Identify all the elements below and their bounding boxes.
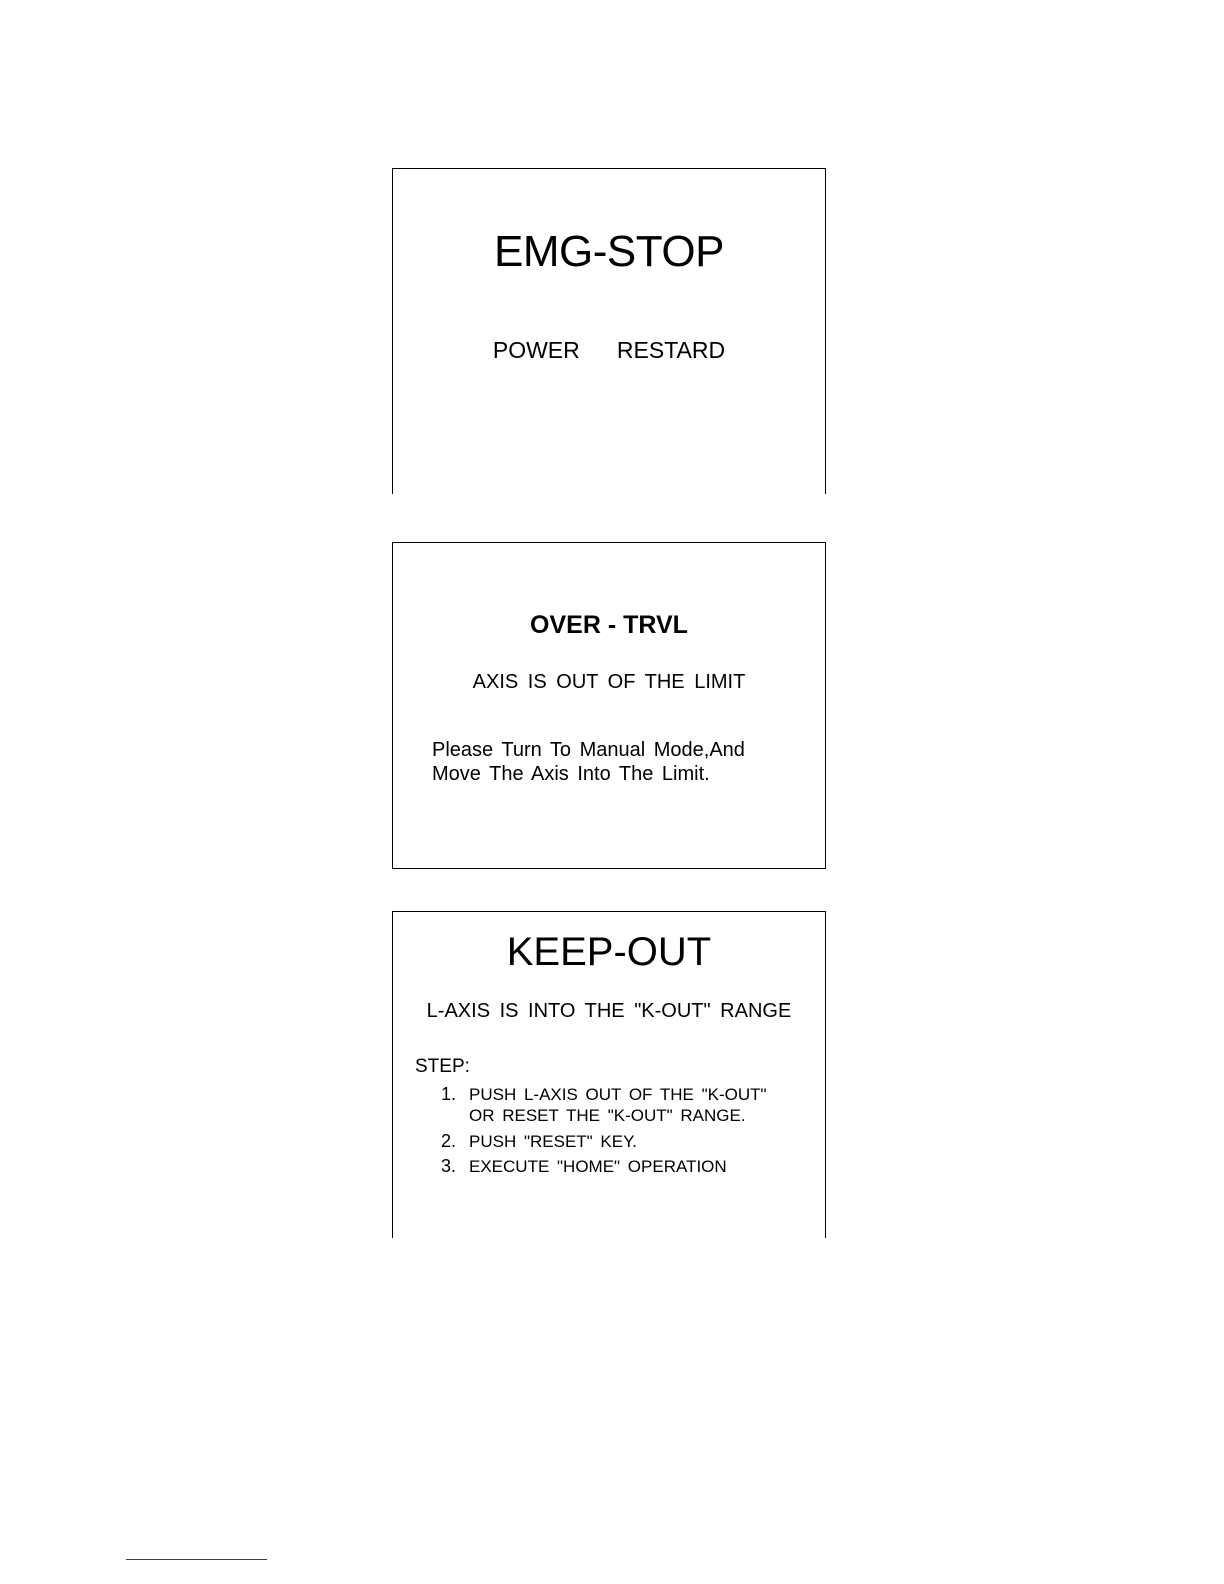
step-number: 2. <box>441 1131 457 1151</box>
step-text: EXECUTE "HOME" OPERATION <box>469 1157 727 1176</box>
keep-out-panel <box>392 911 826 1238</box>
emg-stop-title: EMG-STOP <box>494 227 724 276</box>
over-travel-title: OVER - TRVL <box>530 611 688 639</box>
over-travel-instruction-line-1: Please Turn To Manual Mode,And <box>432 739 745 761</box>
over-travel-message: AXIS IS OUT OF THE LIMIT <box>472 671 746 693</box>
keep-out-step-2 <box>441 1131 637 1152</box>
over-travel-panel <box>392 542 826 869</box>
step-text: PUSH L-AXIS OUT OF THE "K-OUT" <box>469 1085 767 1104</box>
step-number: 3. <box>441 1156 457 1176</box>
step-number: 1. <box>441 1084 457 1104</box>
emg-stop-subtitle: POWER RESTARD <box>492 337 726 363</box>
emg-stop-panel <box>392 168 826 494</box>
footnote-separator <box>126 1559 267 1560</box>
over-travel-instruction-line-2: Move The Axis Into The Limit. <box>432 763 710 785</box>
keep-out-step-1-continuation: OR RESET THE "K-OUT" RANGE. <box>469 1106 746 1125</box>
keep-out-step-3 <box>441 1156 727 1177</box>
step-text: PUSH "RESET" KEY. <box>469 1132 637 1151</box>
keep-out-step-label: STEP: <box>415 1056 470 1077</box>
keep-out-message: L-AXIS IS INTO THE "K-OUT" RANGE <box>426 1000 792 1022</box>
keep-out-title: KEEP-OUT <box>506 930 712 974</box>
keep-out-step-1 <box>441 1084 767 1105</box>
